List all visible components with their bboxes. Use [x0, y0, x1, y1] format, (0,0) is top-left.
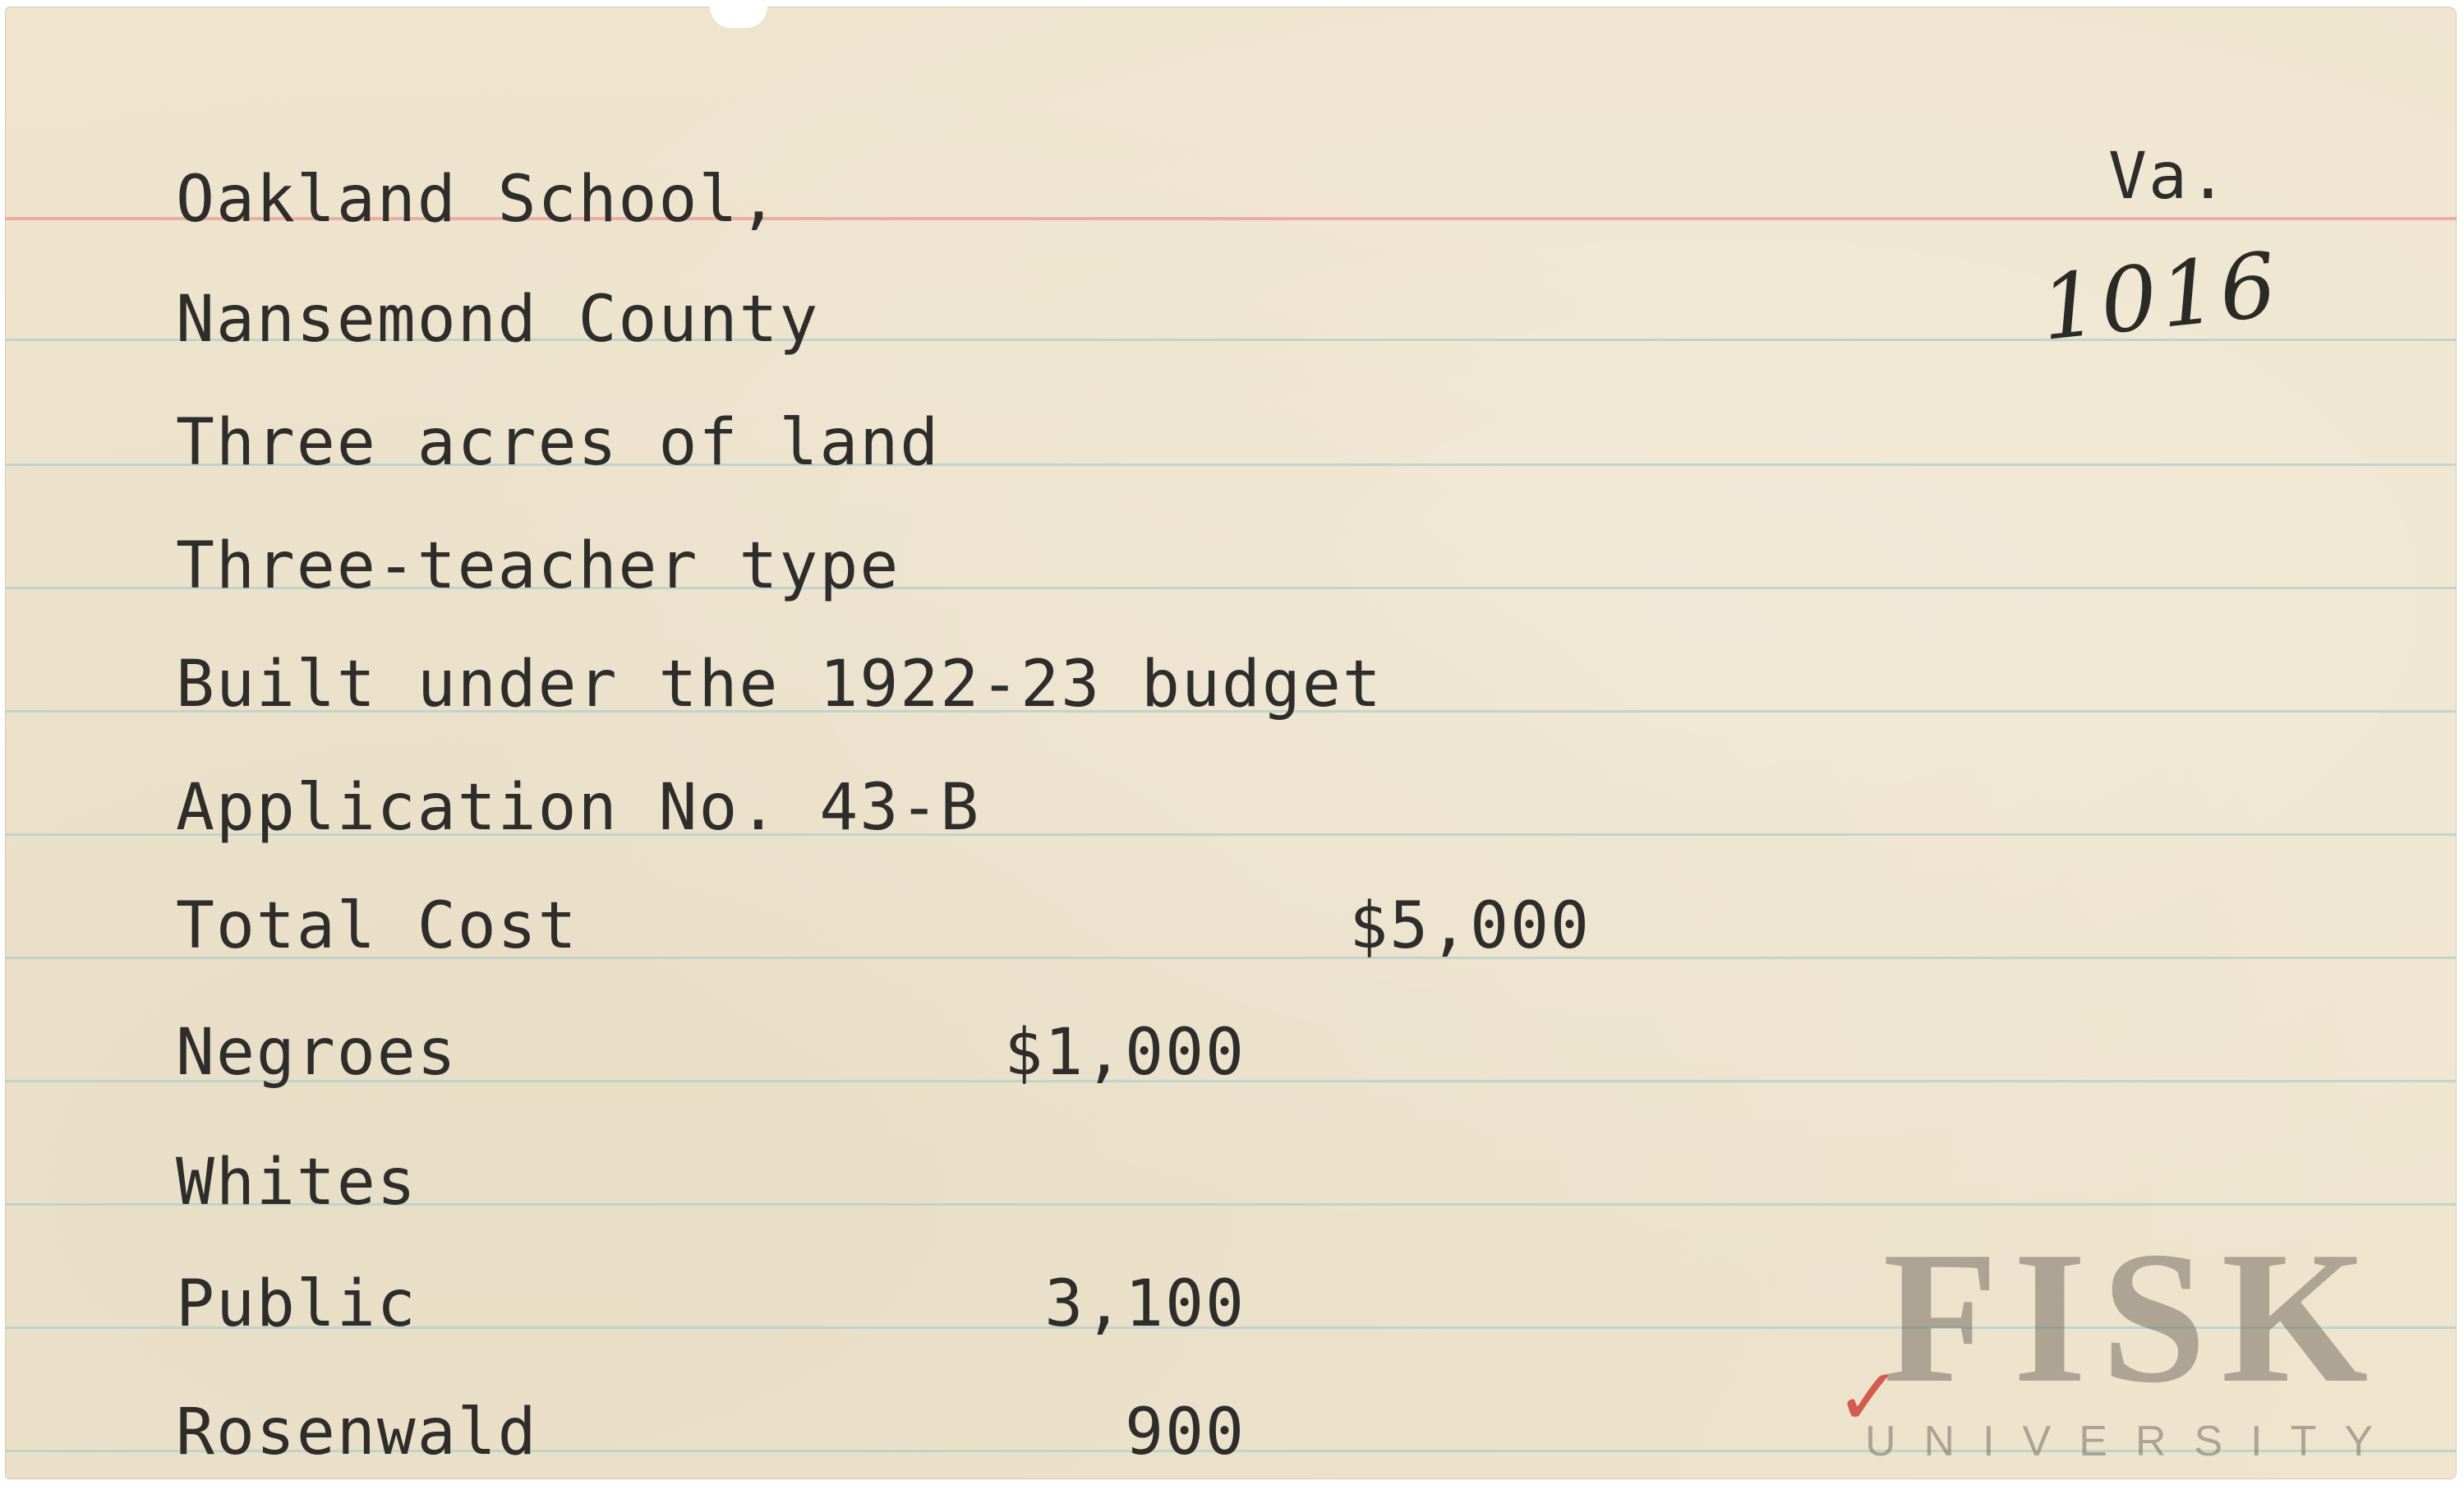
card-notch: [710, 7, 767, 28]
public-label: Public: [176, 1267, 417, 1341]
fisk-watermark: [1837, 1212, 2429, 1469]
negroes-value: $1,000: [1004, 1016, 1246, 1090]
rosenwald-label: Rosenwald: [176, 1395, 538, 1469]
school-type: Three-teacher type: [176, 529, 900, 603]
land-description: Three acres of land: [176, 406, 941, 480]
state-abbrev: Va.: [2108, 140, 2229, 214]
watermark-subtitle: UNIVERSITY: [1864, 1418, 2402, 1465]
total-cost-value: $5,000: [1349, 889, 1591, 963]
whites-label: Whites: [176, 1146, 417, 1220]
watermark-name: FISK: [1882, 1212, 2383, 1422]
school-name: Oakland School,: [176, 163, 780, 237]
public-value: 3,100: [1044, 1267, 1246, 1341]
index-card: [5, 7, 2457, 1479]
handwritten-number: 1016: [2036, 233, 2285, 361]
county-name: Nansemond County: [176, 283, 820, 357]
total-cost-label: Total Cost: [176, 889, 578, 963]
budget-line: Built under the 1922-23 budget: [176, 648, 1383, 722]
check-mark-icon: ✓: [1835, 1351, 1902, 1443]
negroes-label: Negroes: [176, 1016, 458, 1090]
application-number: Application No. 43-B: [176, 771, 981, 845]
rosenwald-value: 900: [1125, 1395, 1246, 1469]
